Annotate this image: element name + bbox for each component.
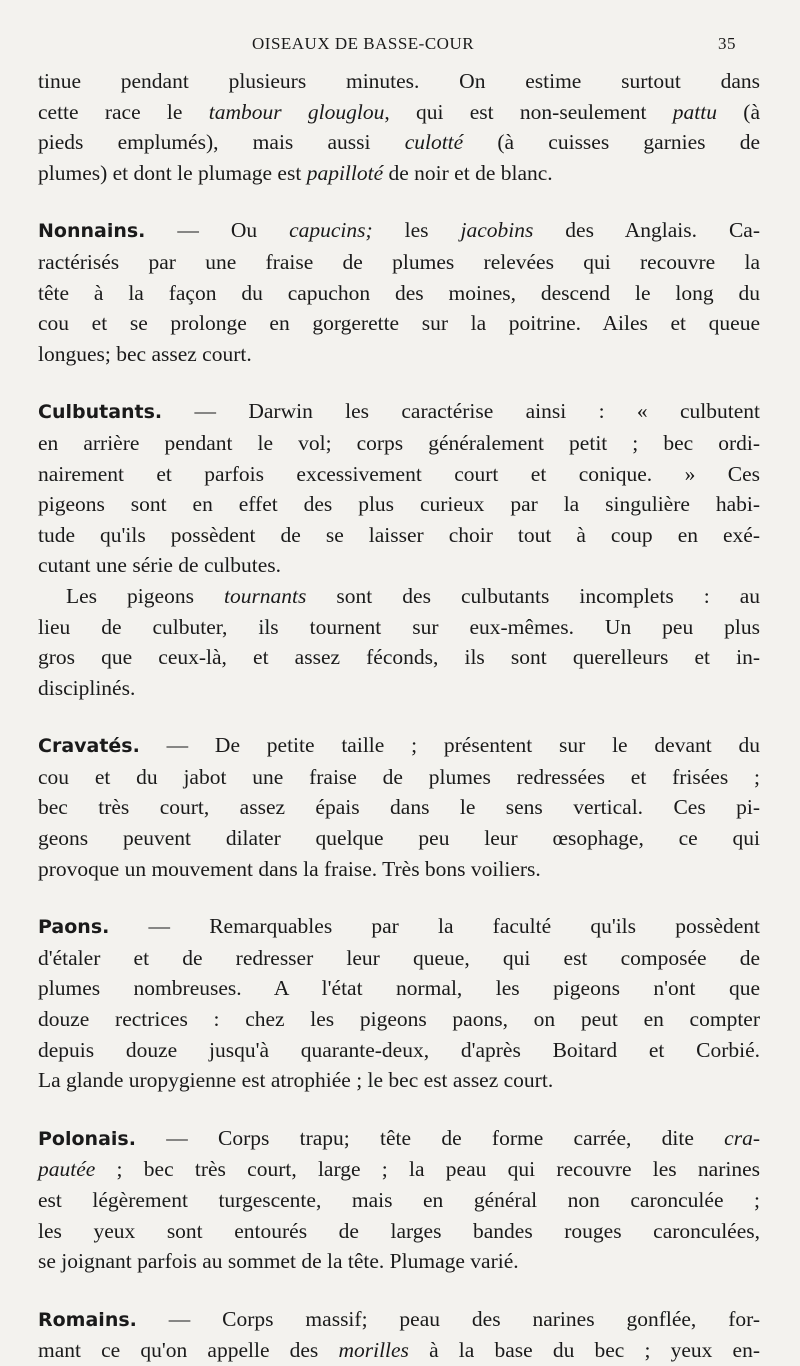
- text-run: ractérisés par une fraise de plumes relevées qui recouvre la: [38, 249, 760, 274]
- paragraph: [38, 215, 760, 369]
- text-run: — Corps massif; peau des narines gonflée, for-: [136, 1306, 760, 1331]
- text-run: tude qu'ils possèdent de se laisser choir tout à coup en exé-: [38, 522, 760, 547]
- section-label: Nonnains.: [38, 220, 146, 243]
- text-run: (à: [717, 99, 760, 124]
- text-line: [38, 97, 760, 128]
- section-label: Paons.: [38, 916, 110, 939]
- text-line: [38, 911, 760, 943]
- italic-term: jacobins: [460, 218, 534, 243]
- text-run: ; bec très court, large ; la peau qui recouvre les narines: [95, 1157, 760, 1182]
- text-run: (à cuisses garnies de: [463, 130, 760, 155]
- running-title: OISEAUX DE BASSE-COUR: [252, 34, 475, 53]
- text-run: — Corps trapu; tête de forme carrée, dite: [135, 1125, 725, 1150]
- text-line: [38, 1065, 760, 1096]
- text-line: [38, 550, 760, 581]
- running-head: [0, 34, 800, 58]
- text-line: [38, 1035, 760, 1066]
- text-run: plumes) et dont le plumage est: [38, 160, 307, 185]
- paragraph: [38, 730, 760, 884]
- text-run: cette race le: [38, 99, 209, 124]
- paragraph-gap: [38, 188, 760, 215]
- text-run: tinue pendant plusieurs minutes. On estime surtout dans: [38, 69, 760, 93]
- page-number: 35: [718, 34, 736, 53]
- paragraph-gap: [38, 703, 760, 730]
- text-run: pieds emplumés), mais aussi: [38, 130, 405, 155]
- text-line: [38, 247, 760, 278]
- paragraph: [38, 911, 760, 1096]
- text-run: disciplinés.: [38, 675, 136, 700]
- text-line: [38, 158, 760, 189]
- section-label: Polonais.: [38, 1127, 136, 1150]
- text-run: d'étaler et de redresser leur queue, qui est composée de: [38, 945, 760, 970]
- section-label: Culbutants.: [38, 401, 163, 424]
- text-line: [38, 943, 760, 974]
- italic-term: morilles: [338, 1338, 409, 1363]
- text-run: tête à la façon du capuchon des moines, descend le long du: [38, 280, 760, 305]
- italic-term: cra-: [724, 1125, 760, 1150]
- paragraph: [38, 66, 760, 188]
- text-line: [38, 127, 760, 158]
- text-run: douze rectrices : chez les pigeons paons, on peut en compter: [38, 1007, 760, 1032]
- text-line: [38, 520, 760, 551]
- text-line: [38, 823, 760, 854]
- text-line: [38, 1004, 760, 1035]
- text-line: [38, 278, 760, 309]
- text-line: [38, 339, 760, 370]
- section-label: Romains.: [38, 1308, 137, 1331]
- text-line: [38, 1123, 760, 1155]
- text-line: [38, 459, 760, 490]
- text-run: de noir et de blanc.: [383, 160, 553, 185]
- text-line: [38, 308, 760, 339]
- text-line: [38, 1304, 760, 1336]
- italic-term: culotté: [404, 130, 464, 155]
- italic-term: capucins;: [289, 218, 373, 243]
- text-run: sont des culbutants incomplets : au: [306, 583, 760, 608]
- text-run: provoque un mouvement dans la fraise. Très bons voiliers.: [38, 856, 541, 881]
- text-line: [38, 66, 760, 97]
- paragraph-gap: [38, 1277, 760, 1304]
- text-run: se joignant parfois au sommet de la tête. Plumage varié.: [38, 1249, 519, 1274]
- text-line: [38, 854, 760, 885]
- paragraph: [38, 581, 760, 703]
- text-run: cou et du jabot une fraise de plumes redressées et frisées ;: [38, 764, 760, 789]
- text-line: [38, 396, 760, 428]
- text-run: en arrière pendant le vol; corps généralement petit ; bec ordi-: [38, 430, 760, 455]
- text-run: longues; bec assez court.: [38, 341, 252, 366]
- text-run: cutant une série de culbutes.: [38, 553, 281, 578]
- text-run: mant ce qu'on appelle des: [38, 1338, 339, 1363]
- text-line: [38, 1185, 760, 1216]
- text-line: [38, 1246, 760, 1277]
- text-line: [38, 762, 760, 793]
- section-label: Cravatés.: [38, 735, 140, 758]
- paragraph: [38, 1304, 760, 1366]
- text-run: cou et se prolonge en gorgerette sur la poitrine. Ailes et queue: [38, 311, 760, 336]
- text-run: des Anglais. Ca-: [533, 218, 761, 243]
- text-line: [38, 428, 760, 459]
- text-line: [38, 612, 760, 643]
- text-run: — Remarquables par la faculté qu'ils possèdent: [109, 914, 760, 939]
- text-line: [38, 581, 760, 612]
- text-run: — Ou: [145, 218, 290, 243]
- body-text: [38, 66, 760, 1366]
- text-run: lieu de culbuter, ils tournent sur eux-mêmes. Un peu plus: [38, 614, 760, 639]
- italic-term: pattu: [672, 99, 717, 124]
- paragraph: [38, 396, 760, 581]
- italic-term: tambour glouglou: [208, 99, 385, 124]
- text-line: [38, 792, 760, 823]
- text-line: [38, 489, 760, 520]
- text-line: [38, 642, 760, 673]
- paragraph-gap: [38, 369, 760, 396]
- text-line: [38, 673, 760, 704]
- text-run: , qui est non-seulement: [384, 99, 673, 124]
- italic-term: tournants: [223, 583, 307, 608]
- text-line: [38, 1335, 760, 1366]
- text-run: — Darwin les caractérise ainsi : « culbutent: [162, 399, 760, 424]
- text-run: les: [372, 218, 461, 243]
- paragraph-gap: [38, 1096, 760, 1123]
- paragraph-gap: [38, 884, 760, 911]
- text-line: [38, 1154, 760, 1185]
- text-run: les yeux sont entourés de larges bandes rouges caronculées,: [38, 1218, 760, 1243]
- text-run: gros que ceux-là, et assez féconds, ils sont querelleurs et in-: [38, 645, 760, 670]
- text-run: depuis douze jusqu'à quarante-deux, d'après Boitard et Corbié.: [38, 1037, 760, 1062]
- italic-term: pautée: [38, 1157, 96, 1182]
- text-run: bec très court, assez épais dans le sens vertical. Ces pi-: [38, 795, 760, 820]
- italic-term: papilloté: [306, 160, 384, 185]
- text-line: [38, 1216, 760, 1247]
- paragraph: [38, 1123, 760, 1277]
- text-run: pigeons sont en effet des plus curieux par la singulière habi-: [38, 492, 760, 517]
- text-run: La glande uropygienne est atrophiée ; le bec est assez court.: [38, 1068, 554, 1093]
- text-run: est légèrement turgescente, mais en général non caronculée ;: [38, 1188, 760, 1212]
- text-run: nairement et parfois excessivement court et conique. » Ces: [38, 461, 760, 486]
- text-run: Les pigeons: [66, 583, 224, 608]
- text-run: plumes nombreuses. A l'état normal, les pigeons n'ont que: [38, 976, 760, 1001]
- text-line: [38, 973, 760, 1004]
- text-run: geons peuvent dilater quelque peu leur œsophage, ce qui: [38, 826, 760, 851]
- text-line: [38, 730, 760, 762]
- text-line: [38, 215, 760, 247]
- text-run: — De petite taille ; présentent sur le devant du: [139, 733, 760, 758]
- text-run: à la base du bec ; yeux en-: [408, 1338, 760, 1363]
